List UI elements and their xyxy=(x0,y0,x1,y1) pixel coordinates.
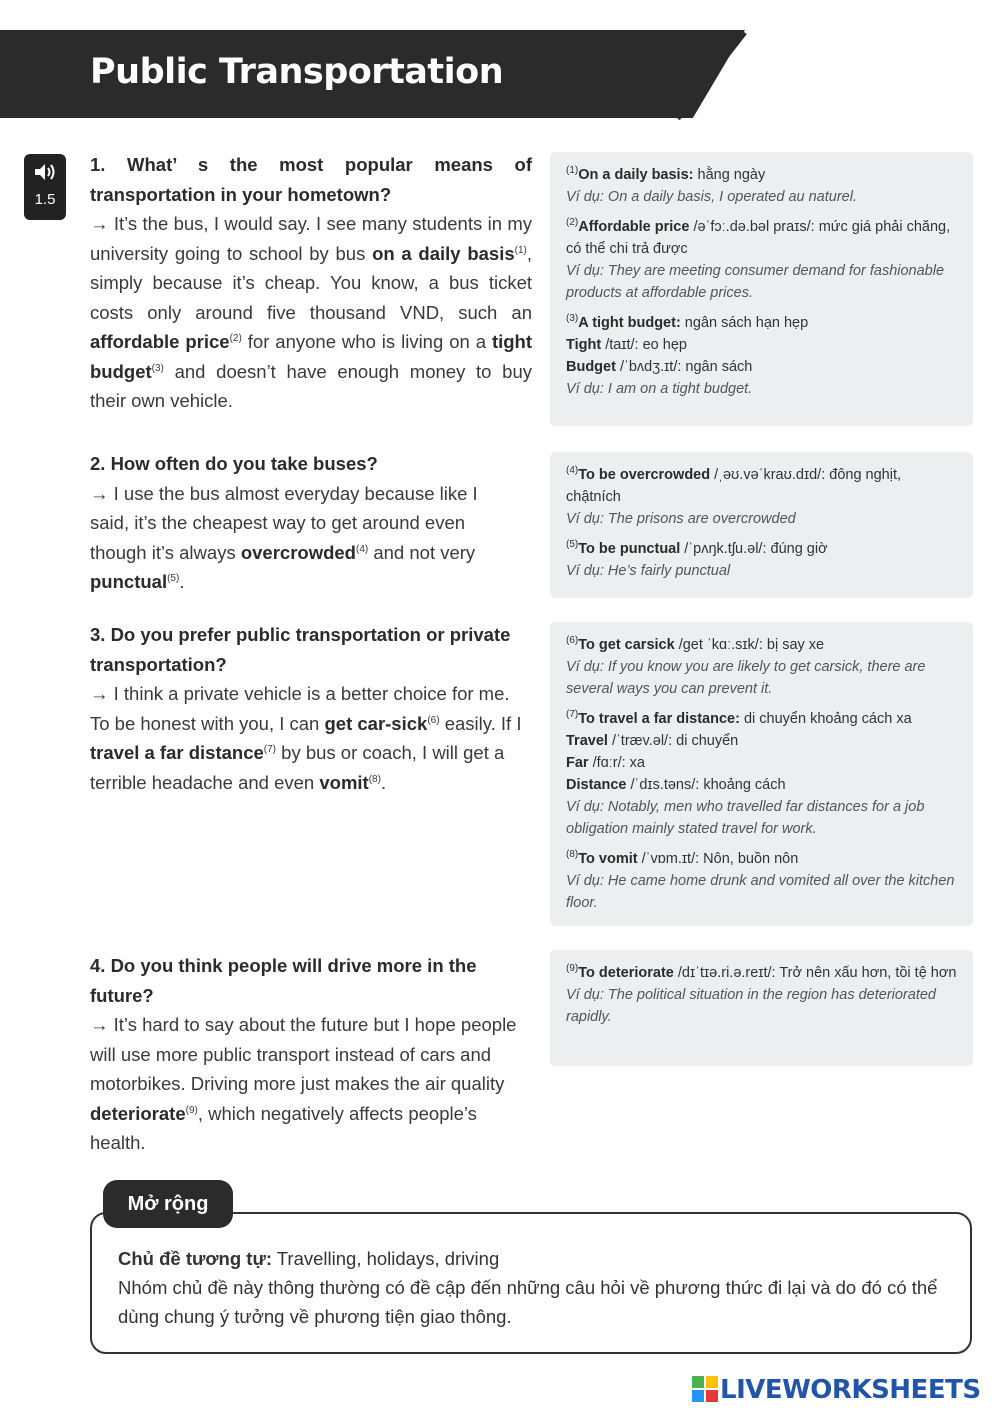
extension-tab: Mở rộng xyxy=(103,1180,233,1228)
question-1: 1. What’ s the most popular means of transportation in your hometown? → It’s the bus, I would say. I see many students in my university going to school by bus on a daily basis$^{(1)}$, simply because it’s cheap. You know, a bus ticket costs only around five thousand VND, such an affordable price$^{(2)}$ for anyone who is living on a tight budget$^{(3)}$ and doesn’t have enough money to buy their own vehicle. xyxy=(90,150,532,416)
vocab-entry: $^{(1)}$On a daily basis: hằng ngày Ví dụ: On a daily basis, I operated au naturel. xyxy=(566,165,857,205)
vocab-entry: $^{(3)}$A tight budget: ngân sách hạn hẹp Tight /taɪt/: eo hẹp Budget /ˈbʌdʒ.ɪt/: ngân sách Ví dụ: I am on a tight budget. xyxy=(566,313,809,397)
extension-label: Chủ đề tương tự: xyxy=(118,1248,272,1269)
vocab-box-4 xyxy=(550,950,973,1066)
vocab-entry: $^{(9)}$To deteriorate /dɪˈtɪə.ri.ə.reɪt/: Trở nên xấu hơn, tồi tệ hơn Ví dụ: The political situation in the region has deteriorated rapidly. xyxy=(566,963,957,1025)
keyword: vomit xyxy=(319,771,369,793)
question-title: 2. How often do you take buses? xyxy=(90,453,378,474)
vocab-entry: $^{(4)}$To be overcrowded /ˌəʊ.vəˈkraʊ.dɪd/: đông nghịt, chậtních Ví dụ: The prisons are overcrowded xyxy=(566,465,902,527)
question-title: 4. Do you think people will drive more in the future? xyxy=(90,955,477,1006)
keyword: on a daily basis xyxy=(372,242,515,264)
extension-content xyxy=(118,1244,958,1331)
liveworksheets-logo-text: LIVEWORKSHEETS xyxy=(720,1375,981,1405)
keyword: overcrowded xyxy=(240,541,356,563)
liveworksheets-logo[interactable] xyxy=(692,1375,981,1405)
question-2: 2. How often do you take buses? → I use the bus almost everyday because like I said, it’s the cheapest way to get around even though it’s always overcrowded$^{(4)}$ and not very punctual$^{(5)}$. xyxy=(90,449,520,597)
page-title: Public Transportation xyxy=(90,52,504,92)
keyword: get car-sick xyxy=(324,712,428,734)
keyword: deteriorate xyxy=(90,1102,186,1124)
extension-note: Nhóm chủ đề này thông thường có đề cập đến những câu hỏi về phương thức đi lại và do đó có thể dùng chung ý tưởng về phương tiện giao thông. xyxy=(118,1277,938,1327)
vocab-entry: $^{(8)}$To vomit /ˈvɒm.ɪt/: Nôn, buồn nôn Ví dụ: He came home drunk and vomited all over the kitchen floor. xyxy=(566,849,955,911)
question-4: 4. Do you think people will drive more in the future? → It’s hard to say about the future but I hope people will use more public transport instead of cars and motorbikes. Driving more just makes the air quality deteriorate$^{(9)}$, which negatively affects people’s health. xyxy=(90,951,530,1158)
vocab-box-1 xyxy=(550,152,973,426)
liveworksheets-logo-icon xyxy=(692,1376,718,1402)
question-title: 1. What’ s the most popular means of transportation in your hometown? xyxy=(90,154,532,205)
audio-track-badge[interactable] xyxy=(24,154,66,220)
header-slash-decoration xyxy=(672,30,752,120)
extension-topics: Travelling, holidays, driving xyxy=(272,1248,500,1269)
question-3: 3. Do you prefer public transportation or private transportation? → I think a private vehicle is a better choice for me. To be honest with you, I can get car-sick$^{(6)}$ easily. If I travel a far distance$^{(7)}$ by bus or coach, I will get a terrible headache and even vomit$^{(8)}$. xyxy=(90,620,532,797)
vocab-entry: $^{(6)}$To get carsick /get ˈkɑː.sɪk/: bị say xe Ví dụ: If you know you are likely to get carsick, there are several ways you can prevent it. xyxy=(566,635,926,697)
keyword: tight budget xyxy=(90,331,532,382)
keyword: punctual xyxy=(90,571,168,592)
vocab-box-2 xyxy=(550,452,973,598)
keyword: affordable price xyxy=(90,331,230,352)
vocab-entry: $^{(5)}$To be punctual /ˈpʌŋk.tʃu.əl/: đúng giờ Ví dụ: He’s fairly punctual xyxy=(566,539,828,579)
vocab-box-3 xyxy=(550,622,973,926)
question-title: 3. Do you prefer public transportation or private transportation? xyxy=(90,624,511,675)
speaker-icon xyxy=(33,162,57,182)
keyword: travel a far distance xyxy=(90,742,264,763)
vocab-entry: $^{(7)}$To travel a far distance: di chuyển khoảng cách xa Travel /ˈtræv.əl/: di chuyển Far /fɑːr/: xa Distance /ˈdɪs.təns/: khoảng cách Ví dụ: Notably, men who travelled far distances for a job obligation mainly stated travel for work. xyxy=(566,709,925,837)
vocab-entry: $^{(2)}$Affordable price /əˈfɔː.də.bəl praɪs/: mức giá phải chăng, có thể chi trả được Ví dụ: They are meeting consumer demand for fashionable products at affordable prices. xyxy=(566,217,951,301)
audio-track-number: 1.5 xyxy=(34,191,56,208)
